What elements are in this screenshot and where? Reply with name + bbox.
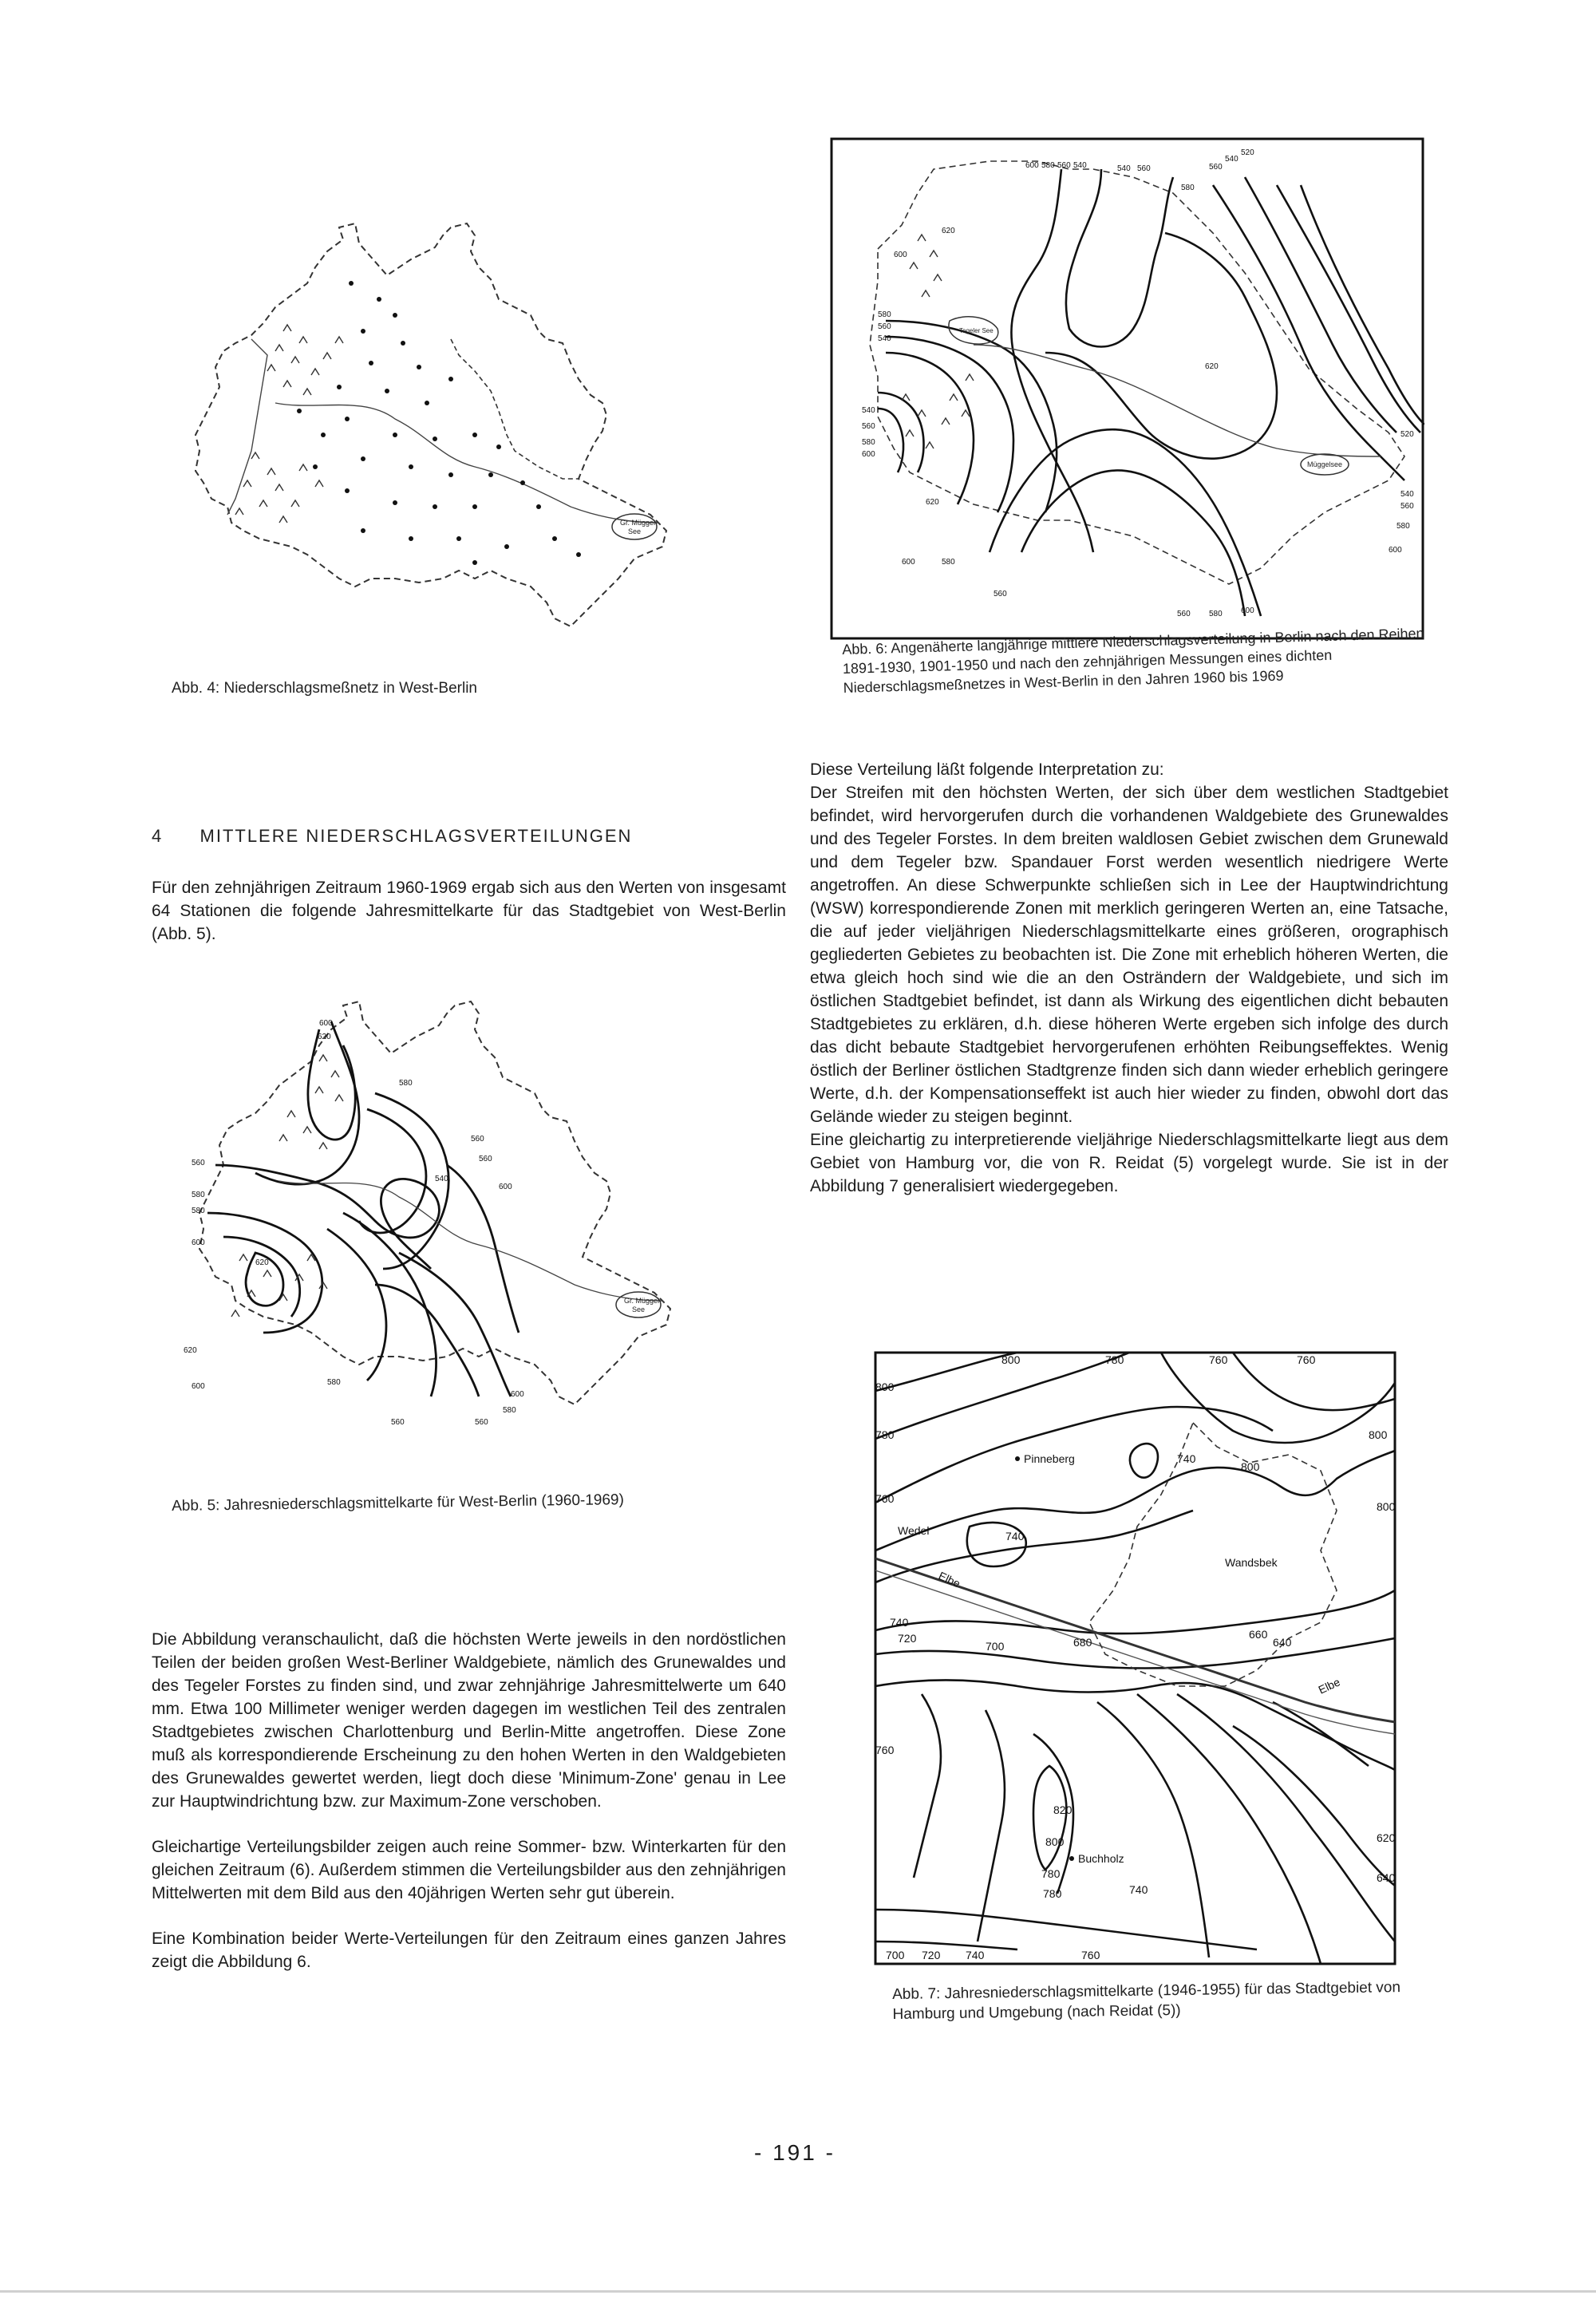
page-number: - 191 - (754, 2140, 836, 2165)
svg-text:600: 600 (1025, 161, 1039, 170)
svg-text:760: 760 (1081, 1949, 1100, 1961)
lake-label-fig5-1: Gr. Müggel- (624, 1297, 662, 1305)
svg-text:540: 540 (435, 1175, 448, 1183)
svg-text:780: 780 (875, 1428, 895, 1441)
spree-fig5 (279, 1181, 662, 1301)
svg-text:740: 740 (966, 1949, 985, 1961)
svg-text:520: 520 (1241, 148, 1254, 157)
paragraph-seasonal-maps: Gleichartige Verteilungsbilder zeigen auch reine Sommer- bzw. Winterkarten für den gleichen Zeitraum (6). Außerdem stimmen die Verteilungsbilder aus den zehnjährigen Mittelwerten mit dem Bild aus den 40jährigen Werten sehr gut überein. (152, 1838, 786, 1902)
figure-5-caption: Abb. 5: Jahresniederschlagsmittelkarte für West-Berlin (1960-1969) (172, 1491, 625, 1515)
station-dots (297, 281, 581, 565)
svg-text:540: 540 (862, 406, 875, 415)
havel-river (227, 339, 267, 515)
svg-text:700: 700 (886, 1949, 905, 1961)
svg-text:580: 580 (1209, 610, 1223, 618)
lake-label-1: Gr. Müggel- (620, 519, 658, 527)
svg-text:800: 800 (875, 1381, 895, 1393)
svg-text:620: 620 (318, 1033, 331, 1041)
river-label-elbe-2: Elbe (1316, 1675, 1342, 1697)
svg-text:560: 560 (1057, 161, 1071, 170)
mueggelsee-label: Müggelsee (1307, 460, 1343, 468)
svg-text:800: 800 (1377, 1500, 1396, 1513)
svg-text:620: 620 (926, 498, 939, 507)
svg-text:600: 600 (862, 450, 875, 459)
svg-text:580: 580 (1181, 184, 1195, 192)
figure-7-caption: Abb. 7: Jahresniederschlagsmittelkarte (1946-1955) für das Stadtgebiet von Hamburg und Umgebung (nach Reidat (5)) (892, 1979, 1401, 2023)
place-wandsbek: Wandsbek (1225, 1556, 1278, 1569)
figure-5-svg (160, 982, 734, 1460)
mueggelsee-fig5 (616, 1292, 661, 1317)
figure-4-svg (156, 203, 762, 650)
figure-7-hamburg-precipitation-map (874, 1351, 1396, 1965)
svg-text:760: 760 (1209, 1353, 1228, 1366)
svg-text:600: 600 (192, 1382, 205, 1391)
isohyet-labels-fig6 (862, 148, 1414, 618)
svg-text:560: 560 (1137, 164, 1151, 173)
svg-text:760: 760 (875, 1492, 895, 1505)
svg-text:560: 560 (994, 590, 1007, 598)
svg-text:540: 540 (878, 334, 891, 343)
figure-6-svg (830, 137, 1424, 640)
svg-text:560: 560 (1209, 163, 1223, 172)
paragraph-interpretation-intro: Diese Verteilung läßt folgende Interpretation zu: (810, 760, 1164, 779)
figure-4-caption: Abb. 4: Niederschlagsmeßnetz in West-Berlin (172, 680, 477, 697)
paragraph-interpretation: Der Streifen mit den höchsten Werten, der sich über dem westlichen Stadtgebiet befindet, wird hervorgerufen durch die vorhandenen Waldgebiete des Grunewaldes und des Tegeler Forstes. In dem breiten waldlosen Gebiet zwischen dem Grunewald und dem Tegeler bzw. Spandauer Forst werden wesentlich niedrigere Werte angetroffen. An diese Schwerpunkte schließen sich in Lee der Hauptwindrichtung (WSW) korrespondierende Zonen mit merklich geringeren Werten an, eine Tatsache, die auf jeder vieljährigen Niederschlagsmittelkarte eines größeren, orographisch gegliederten Gebietes zu beobachten ist. Die Zone mit erheblich höheren Werten, die etwa gleich hoch sind wie die an den Osträndern der Waldgebiete, und sich im östlichen Stadtgebiet befindet, ist dann als Wirkung des eigentlichen dicht bebauten Stadtgebietes zu erklären, d.h. diese höheren Werte ergeben sich infolge des durch das dicht bebaute Stadtgebiet hervorgerufenen erhöhten Reibungseffektes. Wenig östlich der Berliner östlichen Stadtgrenze finden sich dann wieder erheblich geringere Werte, d.h. der Kompensationseffekt ist auch hier wieder zu finden, obwohl dort das Gelände wieder zu steigen beginnt. (810, 784, 1448, 1126)
svg-text:580: 580 (192, 1191, 205, 1199)
paragraph-hamburg: Eine gleichartig zu interpretierende vieljährige Niederschlagsmittelkarte liegt aus dem Gebiet von Hamburg vor, die von R. Reidat (5) vorgelegt wurde. Sie ist in der Abbildung 7 generalisiert wiedergegeben. (810, 1131, 1448, 1195)
svg-text:720: 720 (922, 1949, 941, 1961)
svg-text:580: 580 (862, 438, 875, 447)
svg-text:620: 620 (255, 1258, 269, 1267)
tegel-lake-label: Tegeler See (959, 327, 994, 334)
svg-text:820: 820 (1053, 1803, 1073, 1816)
spree-river (275, 403, 658, 523)
svg-text:620: 620 (942, 227, 955, 235)
svg-text:540: 540 (1117, 164, 1131, 173)
section-heading (152, 826, 632, 847)
place-buchholz: Buchholz (1078, 1852, 1124, 1865)
svg-text:760: 760 (1297, 1353, 1316, 1366)
svg-text:580: 580 (503, 1406, 516, 1415)
west-east-boundary (451, 339, 579, 479)
svg-text:760: 760 (875, 1744, 895, 1756)
svg-text:560: 560 (862, 422, 875, 431)
svg-text:540: 540 (1225, 155, 1238, 164)
svg-text:600: 600 (192, 1238, 205, 1247)
svg-text:780: 780 (1105, 1353, 1124, 1366)
svg-text:600: 600 (499, 1183, 512, 1191)
lake-label-fig5-2: See (632, 1306, 646, 1313)
svg-text:800: 800 (1001, 1353, 1021, 1366)
svg-text:560: 560 (479, 1155, 492, 1163)
svg-text:600: 600 (1389, 546, 1402, 555)
svg-text:580: 580 (942, 558, 955, 567)
svg-text:640: 640 (1377, 1871, 1396, 1884)
svg-text:600: 600 (894, 251, 907, 259)
svg-text:800: 800 (1241, 1460, 1260, 1473)
right-column-text (810, 758, 1448, 1198)
svg-text:620: 620 (1377, 1831, 1396, 1844)
figure-7-svg (874, 1351, 1396, 1965)
svg-text:640: 640 (1273, 1636, 1292, 1649)
river-label-elbe-1: Elbe (936, 1569, 962, 1590)
svg-text:560: 560 (475, 1418, 488, 1427)
spree-fig6 (974, 345, 1381, 456)
svg-text:660: 660 (1249, 1628, 1268, 1641)
svg-text:580: 580 (878, 310, 891, 319)
svg-text:540: 540 (1073, 161, 1087, 170)
svg-text:560: 560 (192, 1159, 205, 1167)
paragraph-fig5-intro: Für den zehnjährigen Zeitraum 1960-1969 ergab sich aus den Werten von insgesamt 64 Stationen die folgende Jahresmittelkarte für das Stadtgebiet von West-Berlin (Abb. 5). (152, 879, 786, 943)
svg-text:560: 560 (878, 322, 891, 331)
west-berlin-outline (196, 223, 666, 626)
svg-text:540: 540 (1400, 490, 1414, 499)
svg-text:700: 700 (986, 1640, 1005, 1653)
mueggelsee-lake (612, 514, 657, 539)
svg-text:600: 600 (1241, 606, 1254, 615)
svg-text:560: 560 (391, 1418, 405, 1427)
svg-text:620: 620 (184, 1346, 197, 1355)
figure-5-annual-precipitation-map (160, 982, 734, 1460)
svg-text:740: 740 (1129, 1883, 1148, 1896)
svg-text:560: 560 (1400, 502, 1414, 511)
svg-text:780: 780 (1043, 1887, 1062, 1900)
svg-text:560: 560 (471, 1135, 484, 1144)
svg-text:780: 780 (1041, 1867, 1061, 1880)
isohyets-fig5 (207, 1021, 519, 1396)
figure-6-combined-distribution-map (830, 137, 1424, 640)
svg-text:740: 740 (890, 1616, 909, 1629)
paragraph-fig5-discussion: Die Abbildung veranschaulicht, daß die höchsten Werte jeweils in den nordöstlichen Teilen der beiden großen West-Berliner Waldgebiete, nämlich des Grunewaldes und des Tegeler Forstes zu finden sind, und zwar zehnjährige Jahresmittelwerte um 640 mm. Etwa 100 Millimeter weniger werden dagegen im westlichen Teil des zentralen Stadtgebietes zwischen Charlottenburg und Berlin-Mitte angetroffen. Diese Zone muß als korrespondierende Erscheinung zu den hohen Werten in den Waldgebieten des Grunewaldes gewertet werden, liegt doch diese 'Minimum-Zone' genau in Lee zur Hauptwindrichtung bzw. zur Maximum-Zone verschoben. (152, 1630, 786, 1811)
svg-text:740: 740 (1005, 1530, 1025, 1543)
forest-markers (235, 325, 343, 523)
place-wedel: Wedel (898, 1524, 930, 1537)
svg-text:620: 620 (1205, 362, 1219, 371)
figure-4-station-network-map (156, 203, 762, 650)
svg-text:580: 580 (399, 1079, 413, 1088)
figure-6-caption: Abb. 6: Angenäherte langjährige mittlere Niederschlagsverteilung in Berlin nach den Reihen 1891-1930, 1901-1950 und nach den zehnjährigen Messungen eines dichten Niederschlagsmeßnetzes in West-Berlin in den Jahren 1960 bis 1969 (842, 625, 1424, 696)
svg-text:580: 580 (1041, 161, 1055, 170)
svg-text:720: 720 (898, 1632, 917, 1645)
svg-text:560: 560 (1177, 610, 1191, 618)
section-number: 4 (152, 826, 164, 846)
svg-text:580: 580 (1396, 522, 1410, 531)
svg-text:600: 600 (319, 1019, 333, 1028)
svg-text:740: 740 (1177, 1452, 1196, 1465)
paragraph-combination: Eine Kombination beider Werte-Verteilungen für den Zeitraum eines ganzen Jahres zeigt die Abbildung 6. (152, 1930, 786, 1971)
isohyets-fig7 (875, 1353, 1395, 1964)
section-title: MITTLERE NIEDERSCHLAGSVERTEILUNGEN (200, 826, 633, 846)
place-pinneberg: Pinneberg (1024, 1452, 1075, 1465)
svg-text:680: 680 (1073, 1636, 1092, 1649)
svg-text:580: 580 (192, 1207, 205, 1215)
svg-text:800: 800 (1045, 1835, 1065, 1848)
isohyets-fig6 (878, 169, 1424, 616)
scan-edge-line (0, 2290, 1596, 2293)
left-column-top (152, 876, 786, 946)
lake-label-2: See (628, 527, 642, 535)
svg-text:800: 800 (1369, 1428, 1388, 1441)
svg-text:580: 580 (327, 1378, 341, 1387)
svg-text:600: 600 (902, 558, 915, 567)
left-column-bottom (152, 1628, 786, 1973)
svg-text:520: 520 (1400, 430, 1414, 439)
city-boundary-fig7 (1089, 1423, 1337, 1686)
svg-text:600: 600 (511, 1390, 524, 1399)
